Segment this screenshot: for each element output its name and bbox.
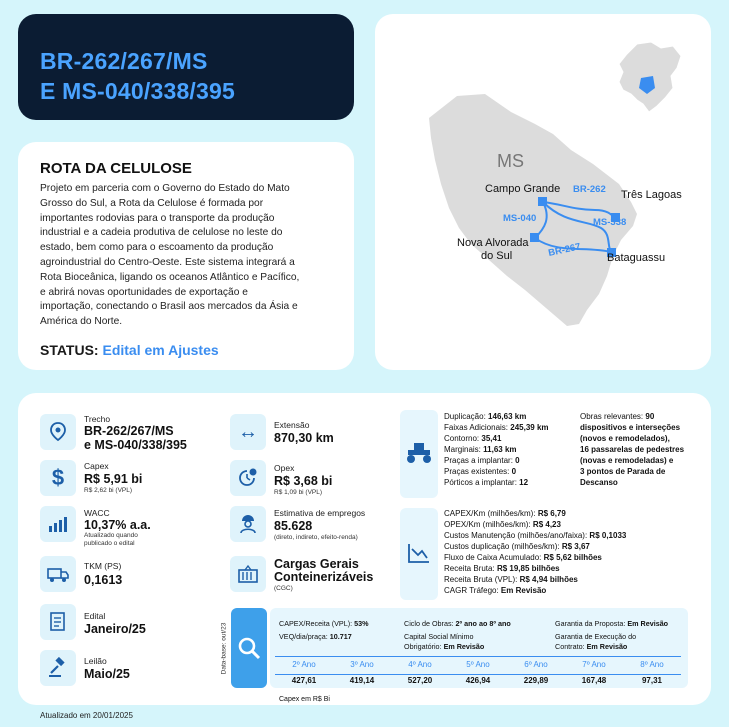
ms-map (375, 14, 711, 370)
opex-sub: R$ 1,09 bi (VPL) (274, 489, 323, 496)
dollar-icon: $ (40, 460, 76, 496)
wacc-value: 10,37% a.a. (84, 518, 151, 532)
date-base: Data-base: out/23 (220, 622, 228, 675)
year-value: 229,89 (523, 676, 549, 685)
leilao-label: Leilão (84, 656, 107, 666)
campo-grande-marker (538, 197, 547, 206)
capex-receita: CAPEX/Receita (VPL): 53% (279, 619, 369, 628)
obras-item: Marginais: 11,63 km (444, 445, 517, 454)
rota-title: ROTA DA CELULOSE (40, 160, 192, 177)
finance-item: Receita Bruta (VPL): R$ 4,94 bilhões (444, 575, 578, 584)
relevantes-line: dispositivos e interseções (580, 423, 681, 432)
desc-line: Projeto em parceria com o Governo do Estado do Mato (40, 183, 290, 194)
desc-line: importantes rodovias para o transporte da produção (40, 212, 275, 224)
obras-item: Praças existentes: 0 (444, 467, 517, 476)
roller-icon (404, 440, 434, 469)
trecho-label: Trecho (84, 414, 111, 424)
year-value: 419,14 (349, 676, 375, 685)
values-row (275, 676, 681, 688)
desc-line: industrial e a cadeia produtiva de celulose no leste do (40, 227, 283, 239)
title-card (18, 14, 354, 120)
road-ms040: MS-040 (503, 213, 537, 224)
bar-chart-icon (40, 506, 76, 542)
capital-2: Obrigatório: Em Revisão (404, 642, 485, 651)
title-line-1: BR-262/267/MS (40, 48, 208, 74)
obras-item: Praças a implantar: 0 (444, 456, 520, 465)
year-header: 5º Ano (466, 660, 490, 669)
nova-alvorada-marker (530, 233, 539, 242)
garantia-proposta: Garantia da Proposta: Em Revisão (555, 619, 669, 628)
empregos-sub: (direto, indireto, efeito-renda) (274, 534, 358, 541)
chart-trend-icon (406, 541, 432, 570)
capex-label: Capex (84, 461, 109, 471)
relevantes-line: 90 (645, 412, 655, 421)
finance-item: OPEX/Km (milhões/km): R$ 4,23 (444, 520, 561, 529)
year-value: 167,48 (581, 676, 607, 685)
year-value: 97,31 (641, 676, 663, 685)
year-header: 7º Ano (582, 660, 606, 669)
desc-line: importação, conectando o Brasil aos mercados da Ásia e (40, 301, 298, 313)
year-header: 6º Ano (524, 660, 548, 669)
arrows-horizontal-icon: ↔ (230, 414, 266, 450)
years-row (275, 660, 681, 672)
obras-item: Duplicação: 146,63 km (444, 412, 527, 421)
relevantes-line: Descanso (580, 478, 618, 487)
empregos-label: Estimativa de empregos (274, 508, 366, 518)
opex-value: R$ 3,68 bi (274, 474, 333, 488)
table-divider-mid (275, 674, 681, 675)
relevantes-line: (novas e remodeladas) e (580, 456, 674, 465)
obras-item: Pórticos a implantar: 12 (444, 478, 529, 487)
map-card (375, 14, 711, 370)
relevantes-key: Obras relevantes: (580, 412, 644, 421)
desc-line: e abrirá novas oportunidades de exportação e (40, 286, 248, 298)
worker-icon (230, 506, 266, 542)
title-line-2: E MS-040/338/395 (40, 78, 235, 104)
finance-item: CAPEX/Km (milhões/km): R$ 6,79 (444, 509, 566, 518)
empregos-value: 85.628 (274, 519, 313, 533)
capex-note: Capex em R$ Bi (279, 696, 330, 703)
search-icon-panel (231, 608, 267, 688)
year-header: 3º Ano (350, 660, 374, 669)
year-header: 8º Ano (640, 660, 664, 669)
tkm-value: 0,1613 (84, 573, 123, 587)
desc-line: América do Norte. (40, 316, 123, 328)
finance-item: Receita Bruta: R$ 19,85 bilhões (444, 564, 560, 573)
gavel-icon (40, 650, 76, 686)
location-pin-icon (40, 414, 76, 450)
map-state-label: MS (497, 151, 524, 171)
desc-line: Grosso do Sul, a Rota da Celulose é formada por (40, 197, 264, 209)
container-icon (230, 556, 266, 592)
wacc-label: WACC (84, 508, 110, 518)
relevantes-line: (novos e remodelados), (580, 434, 670, 443)
city-bataguassu: Bataguassu (607, 252, 666, 264)
status-value: Edital em Ajustes (102, 342, 219, 358)
desc-line: agroindustrial do Centro-Oeste. Este sistema integrará a (40, 256, 295, 268)
capital-1: Capital Social Mínimo (404, 632, 474, 641)
desc-line: Rota Bioceânica, ligando os oceanos Atlântico e Pacífico, (40, 271, 300, 283)
extensao-value: 870,30 km (274, 431, 334, 445)
cargas-value-1: Cargas Gerais (274, 557, 359, 571)
wacc-sub-2: publicado o edital (84, 540, 135, 547)
year-header: 4º Ano (408, 660, 432, 669)
finance-item: CAGR Tráfego: Em Revisão (444, 586, 547, 595)
year-header: 2º Ano (292, 660, 316, 669)
status-label: STATUS: (40, 342, 99, 358)
garantia-exec-1: Garantia de Execução do (555, 632, 637, 641)
leilao-value: Maio/25 (84, 667, 130, 681)
city-tres-lagoas: Três Lagoas (621, 189, 682, 201)
trecho-value-1: BR-262/267/MS (84, 424, 174, 438)
rota-description (40, 182, 340, 330)
obras-list (444, 411, 549, 488)
ms-state-shape (429, 94, 637, 326)
rota-card (18, 142, 354, 370)
cargas-sub: (CGC) (274, 585, 293, 592)
year-value: 426,94 (465, 676, 491, 685)
finance-item: Custos duplicação (milhões/km): R$ 3,67 (444, 542, 590, 551)
document-icon (40, 604, 76, 640)
finance-list (444, 508, 626, 596)
edital-value: Janeiro/25 (84, 622, 146, 636)
relevantes-line: 16 passarelas de pedestres (580, 445, 685, 454)
obras-relevantes (580, 411, 702, 488)
obras-item: Contorno: 35,41 (444, 434, 502, 443)
tkm-label: TKM (PS) (84, 561, 122, 571)
truck-icon (40, 556, 76, 592)
date-base-wrapper (219, 615, 229, 687)
relevantes-line: 3 pontos de Parada de (580, 467, 666, 476)
garantia-exec-2: Contrato: Em Revisão (555, 642, 628, 651)
wacc-sub-1: Atualizado quando (84, 532, 138, 539)
updated-footer: Atualizado em 20/01/2025 (40, 711, 133, 720)
year-value: 427,61 (291, 676, 317, 685)
extensao-label: Extensão (274, 420, 310, 430)
capex-sub: R$ 2,62 bi (VPL) (84, 487, 133, 494)
status (40, 342, 219, 358)
opex-label: Opex (274, 463, 295, 473)
year-value: 527,20 (407, 676, 433, 685)
finance-item: Custos Manutenção (milhões/ano/faixa): R$ 0,1033 (444, 531, 627, 540)
capex-value: R$ 5,91 bi (84, 472, 143, 486)
city-campo-grande: Campo Grande (485, 183, 561, 195)
table-divider-top (275, 656, 681, 657)
road-ms338: MS-338 (593, 217, 627, 228)
ciclo: Ciclo de Obras: 2º ano ao 8º ano (404, 619, 511, 628)
clock-dollar-icon (230, 460, 266, 496)
cargas-value-2: Conteinerizáveis (274, 570, 374, 584)
city-nova-alvorada: Nova Alvorada (457, 237, 529, 249)
finance-item: Fluxo de Caixa Acumulado: R$ 5,62 bilhões (444, 553, 602, 562)
road-br267: BR-267 (547, 241, 582, 259)
veq: VEQ/dia/praça: 10.717 (279, 632, 352, 641)
city-nova-alvorada-sub: do Sul (481, 250, 513, 262)
edital-label: Edital (84, 611, 106, 621)
road-br262: BR-262 (573, 184, 606, 195)
trecho-value-2: e MS-040/338/395 (84, 438, 187, 452)
obras-item: Faixas Adicionais: 245,39 km (444, 423, 549, 432)
search-icon (236, 635, 262, 661)
desc-line: estado, bem como para o escoamento da produção (40, 242, 274, 254)
